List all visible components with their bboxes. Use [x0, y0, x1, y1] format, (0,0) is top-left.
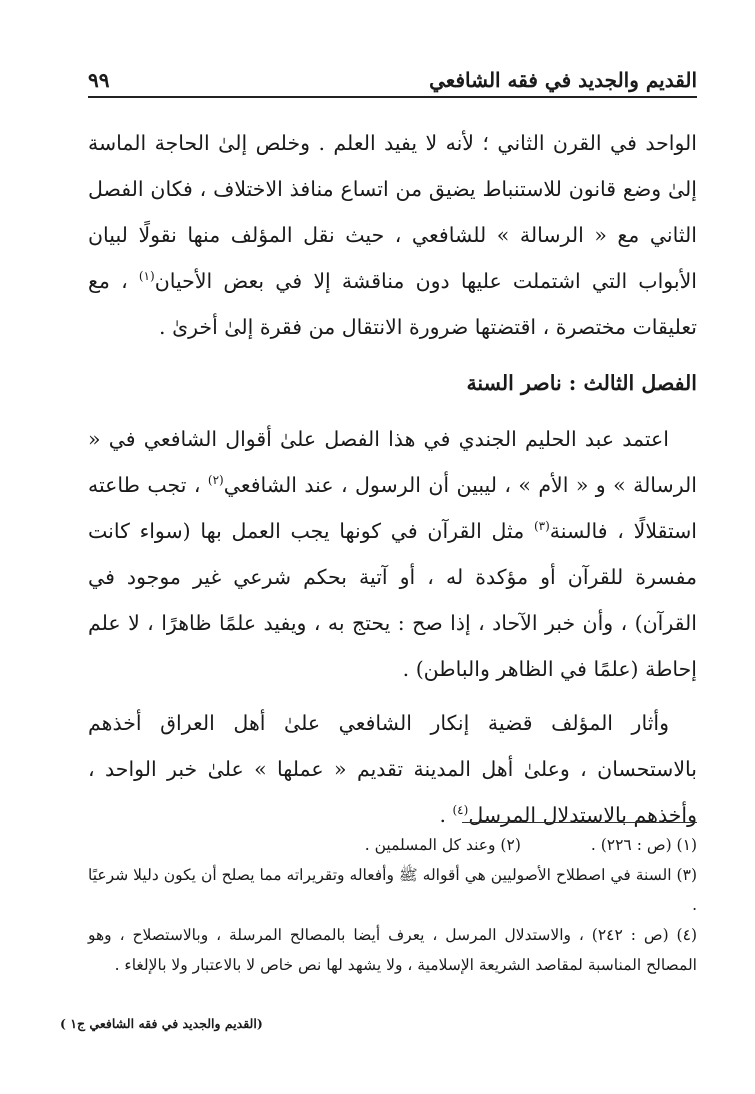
footnote-ref-1: (١)	[138, 269, 155, 284]
footnote-4: (٤) (ص : ٢٤٢) ، والاستدلال المرسل ، يعرف أيضا بالمصالح المرسلة ، وبالاستصلاح ، وهو المصالح المناسبة لمقاصد الشريعة الإسلامية ، ولا يشهد لها نص خاص لا بالاعتبار ولا بالإلغاء .	[88, 926, 697, 974]
running-header	[88, 58, 697, 98]
paragraph-2	[88, 416, 697, 692]
footnote-row-1-2	[88, 830, 697, 860]
footnotes	[88, 830, 697, 980]
paragraph-2-text-b: ، تجب طاعته استقلالًا ، فالسنة	[88, 473, 697, 543]
footnote-3: (٣) السنة في اصطلاح الأصوليين هي أقواله ﷺ وأفعاله وتقريراته مما يصلح أن يكون دليلا شرعيًا .	[88, 866, 697, 914]
paragraph-2-text-a: اعتمد عبد الحليم الجندي في هذا الفصل علىٰ أقوال الشافعي في « الرسالة » و « الأم » ، ليبين أن الرسول ، عند الشافعي	[88, 427, 697, 497]
paragraph-1-text-b: ، مع تعليقات مختصرة ، اقتضتها ضرورة الانتقال من فقرة إلىٰ أخرىٰ .	[88, 269, 697, 339]
section-heading: الفصل الثالث : ناصر السنة	[466, 371, 697, 395]
page-number: ٩٩	[88, 68, 110, 92]
paragraph-3-text-a: وأثار المؤلف قضية إنكار الشافعي علىٰ أهل العراق أخذهم بالاستحسان ، وعلىٰ أهل المدينة تقديم « عملها » علىٰ خبر الواحد ، وأخذهم بالاستدلال المرسل	[88, 711, 697, 827]
footnote-ref-2: (٢)	[207, 473, 224, 488]
paragraph-2-text-c: مثل القرآن في كونها يجب العمل بها (سواء كانت مفسرة للقرآن أو مؤكدة له ، أو آتية بحكم شرعي غير موجود في القرآن) ، وأن خبر الآحاد ، إذا صح : يحتج به ، ويفيد علمًا ظاهرًا ، لا علم إحاطة (علمًا في الظاهر والباطن) .	[88, 519, 697, 681]
header-title: القديم والجديد في فقه الشافعي	[429, 68, 697, 92]
footnote-ref-3: (٣)	[533, 519, 550, 534]
paragraph-1	[88, 120, 697, 350]
footnote-ref-4: (٤)	[452, 803, 469, 818]
main-text	[88, 120, 697, 838]
footer-signature: (القديم والجديد في فقه الشافعي ج١ )	[60, 1016, 263, 1031]
paragraph-1-text-a: الواحد في القرن الثاني ؛ لأنه لا يفيد العلم . وخلص إلىٰ الحاجة الماسة إلىٰ وضع قانون للاستنباط يضيق من اتساع منافذ الاختلاف ، فكان الفصل الثاني مع « الرسالة » للشافعي ، حيث نقل المؤلف منها نقولًا لبيان الأبواب التي اشتملت عليها دون مناقشة إلا في بعض الأحيان	[88, 131, 697, 293]
paragraph-3	[88, 700, 697, 838]
footnote-1: (١) (ص : ٢٢٦) .	[590, 836, 697, 854]
footnote-2: (٢) وعند كل المسلمين .	[364, 836, 521, 854]
paragraph-3-text-b: .	[439, 803, 453, 827]
footnote-separator	[462, 822, 697, 823]
